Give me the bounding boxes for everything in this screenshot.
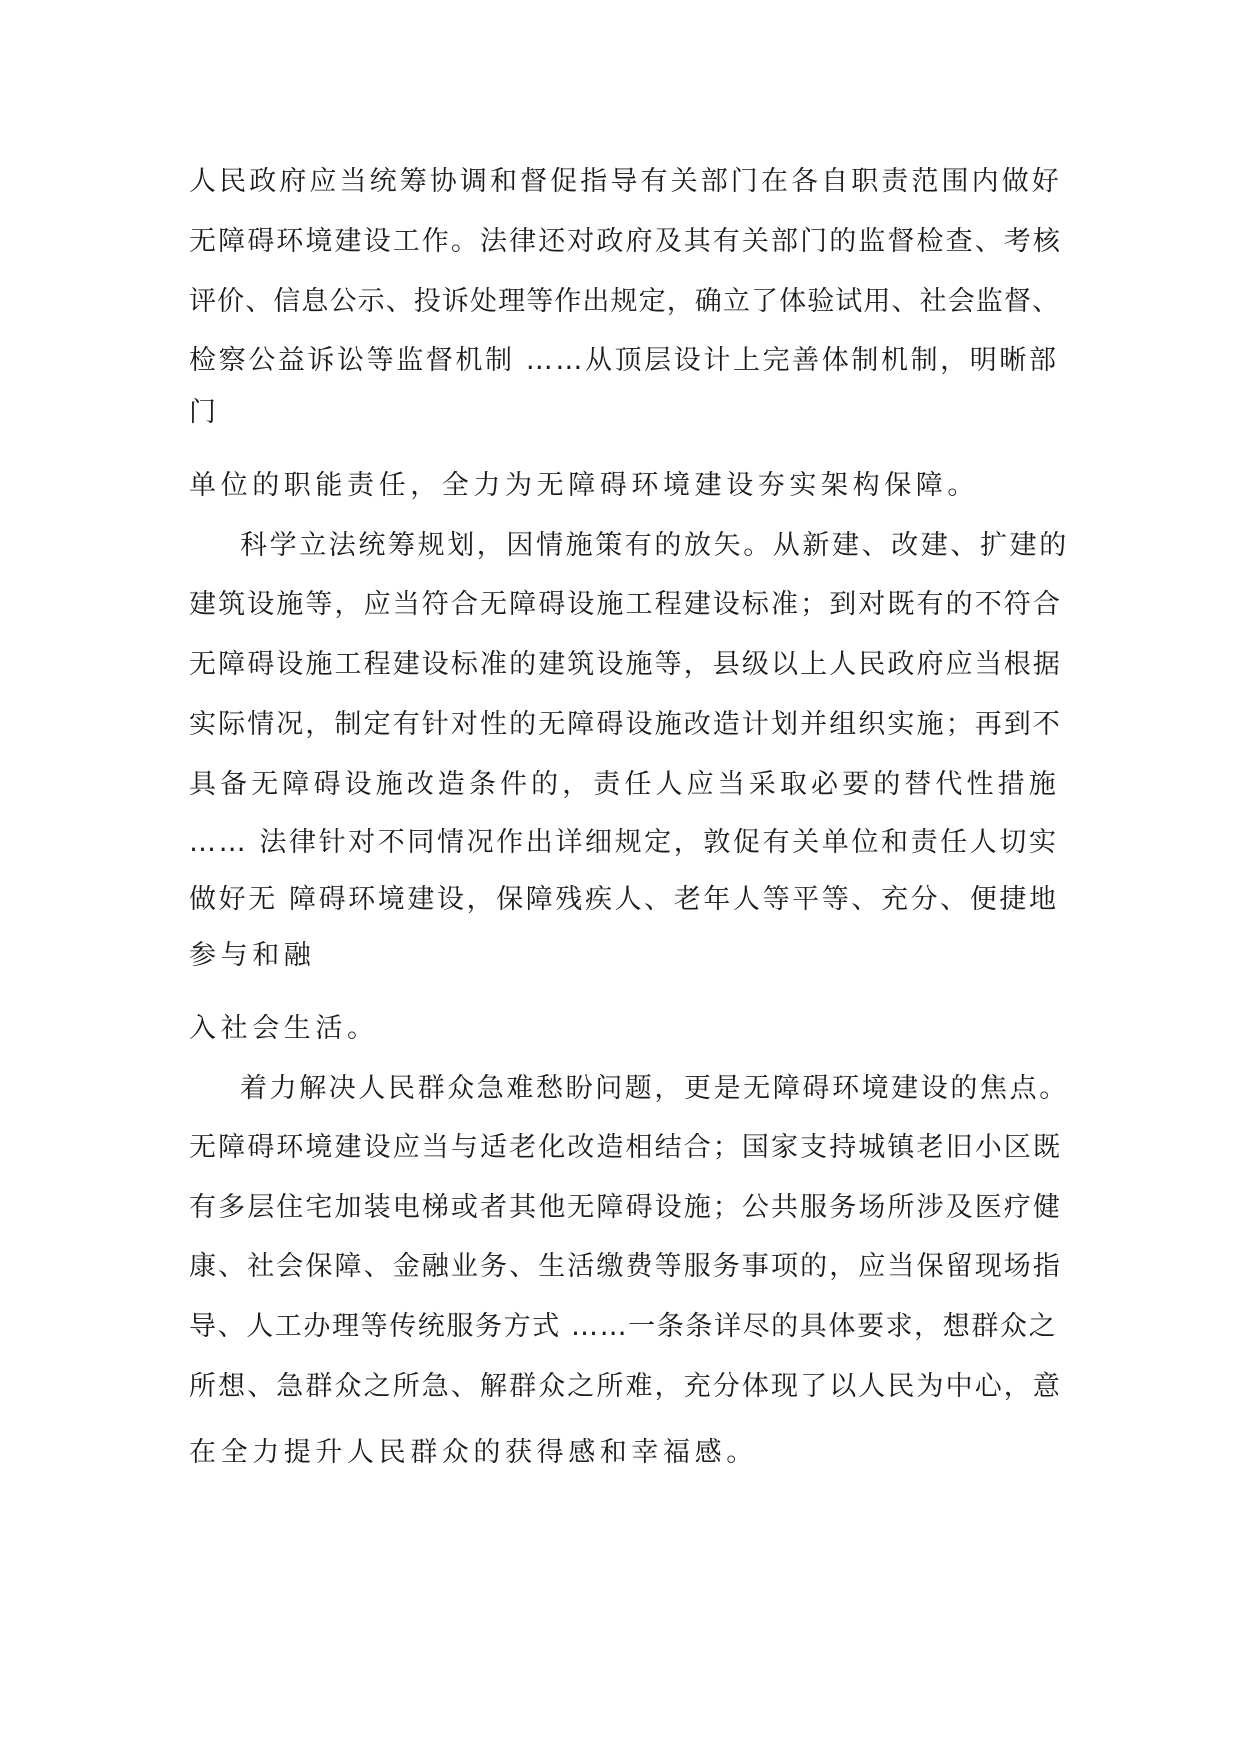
text-line: 导、人工办理等传统服务方式 ……一条条详尽的具体要求，想群众之 xyxy=(189,1311,1058,1342)
text-line: 评价、信息公示、投诉处理等作出规定，确立了体验试用、社会监督、 xyxy=(189,286,1061,317)
text-line: 康、社会保障、金融业务、生活缴费等服务事项的，应当保留现场指 xyxy=(189,1251,1062,1282)
text-line: 做好无 障碍环境建设，保障残疾人、老年人等平等、充分、便捷地 xyxy=(189,884,1059,915)
text-line: 检察公益诉讼等监督机制 ……从顶层设计上完善体制机制，明晰部 xyxy=(189,345,1059,376)
text-line: 实际情况，制定有针对性的无障碍设施改造计划并组织实施；再到不 xyxy=(189,709,1062,740)
text-line: …… 法律针对不同情况作出详细规定，敦促有关单位和责任人切实 xyxy=(189,827,1059,858)
text-line: 所想、急群众之所急、解群众之所难，充分体现了以人民为中心，意 xyxy=(189,1371,1062,1402)
text-line: 无障碍设施工程建设标准的建筑设施等，县级以上人民政府应当根据 xyxy=(189,649,1062,680)
text-line: 入社会生活。 xyxy=(189,1013,379,1044)
paragraph-start-line: 着力解决人民群众急难愁盼问题，更是无障碍环境建设的焦点。 xyxy=(240,1073,1069,1104)
text-line: 有多层住宅加装电梯或者其他无障碍设施；公共服务场所涉及医疗健 xyxy=(189,1192,1062,1223)
text-line: 在全力提升人民群众的获得感和幸福感。 xyxy=(189,1437,758,1468)
text-line: 参与和融 xyxy=(189,940,316,971)
text-line: 人民政府应当统筹协调和督促指导有关部门在各自职责范围内做好 xyxy=(189,166,1062,197)
text-line: 无障碍环境建设工作。法律还对政府及其有关部门的监督检查、考核 xyxy=(189,226,1062,257)
paragraph-start-line: 科学立法统筹规划，因情施策有的放矢。从新建、改建、扩建的 xyxy=(240,530,1069,561)
text-line: 具备无障碍设施改造条件的，责任人应当采取必要的替代性措施 xyxy=(189,769,1060,800)
text-line: 无障碍环境建设应当与适老化改造相结合；国家支持城镇老旧小区既 xyxy=(189,1132,1062,1163)
text-line: 单位的职能责任，全力为无障碍环境建设夯实架构保障。 xyxy=(189,470,979,501)
text-line: 门 xyxy=(189,397,221,428)
text-line: 建筑设施等，应当符合无障碍设施工程建设标准；到对既有的不符合 xyxy=(189,589,1062,620)
